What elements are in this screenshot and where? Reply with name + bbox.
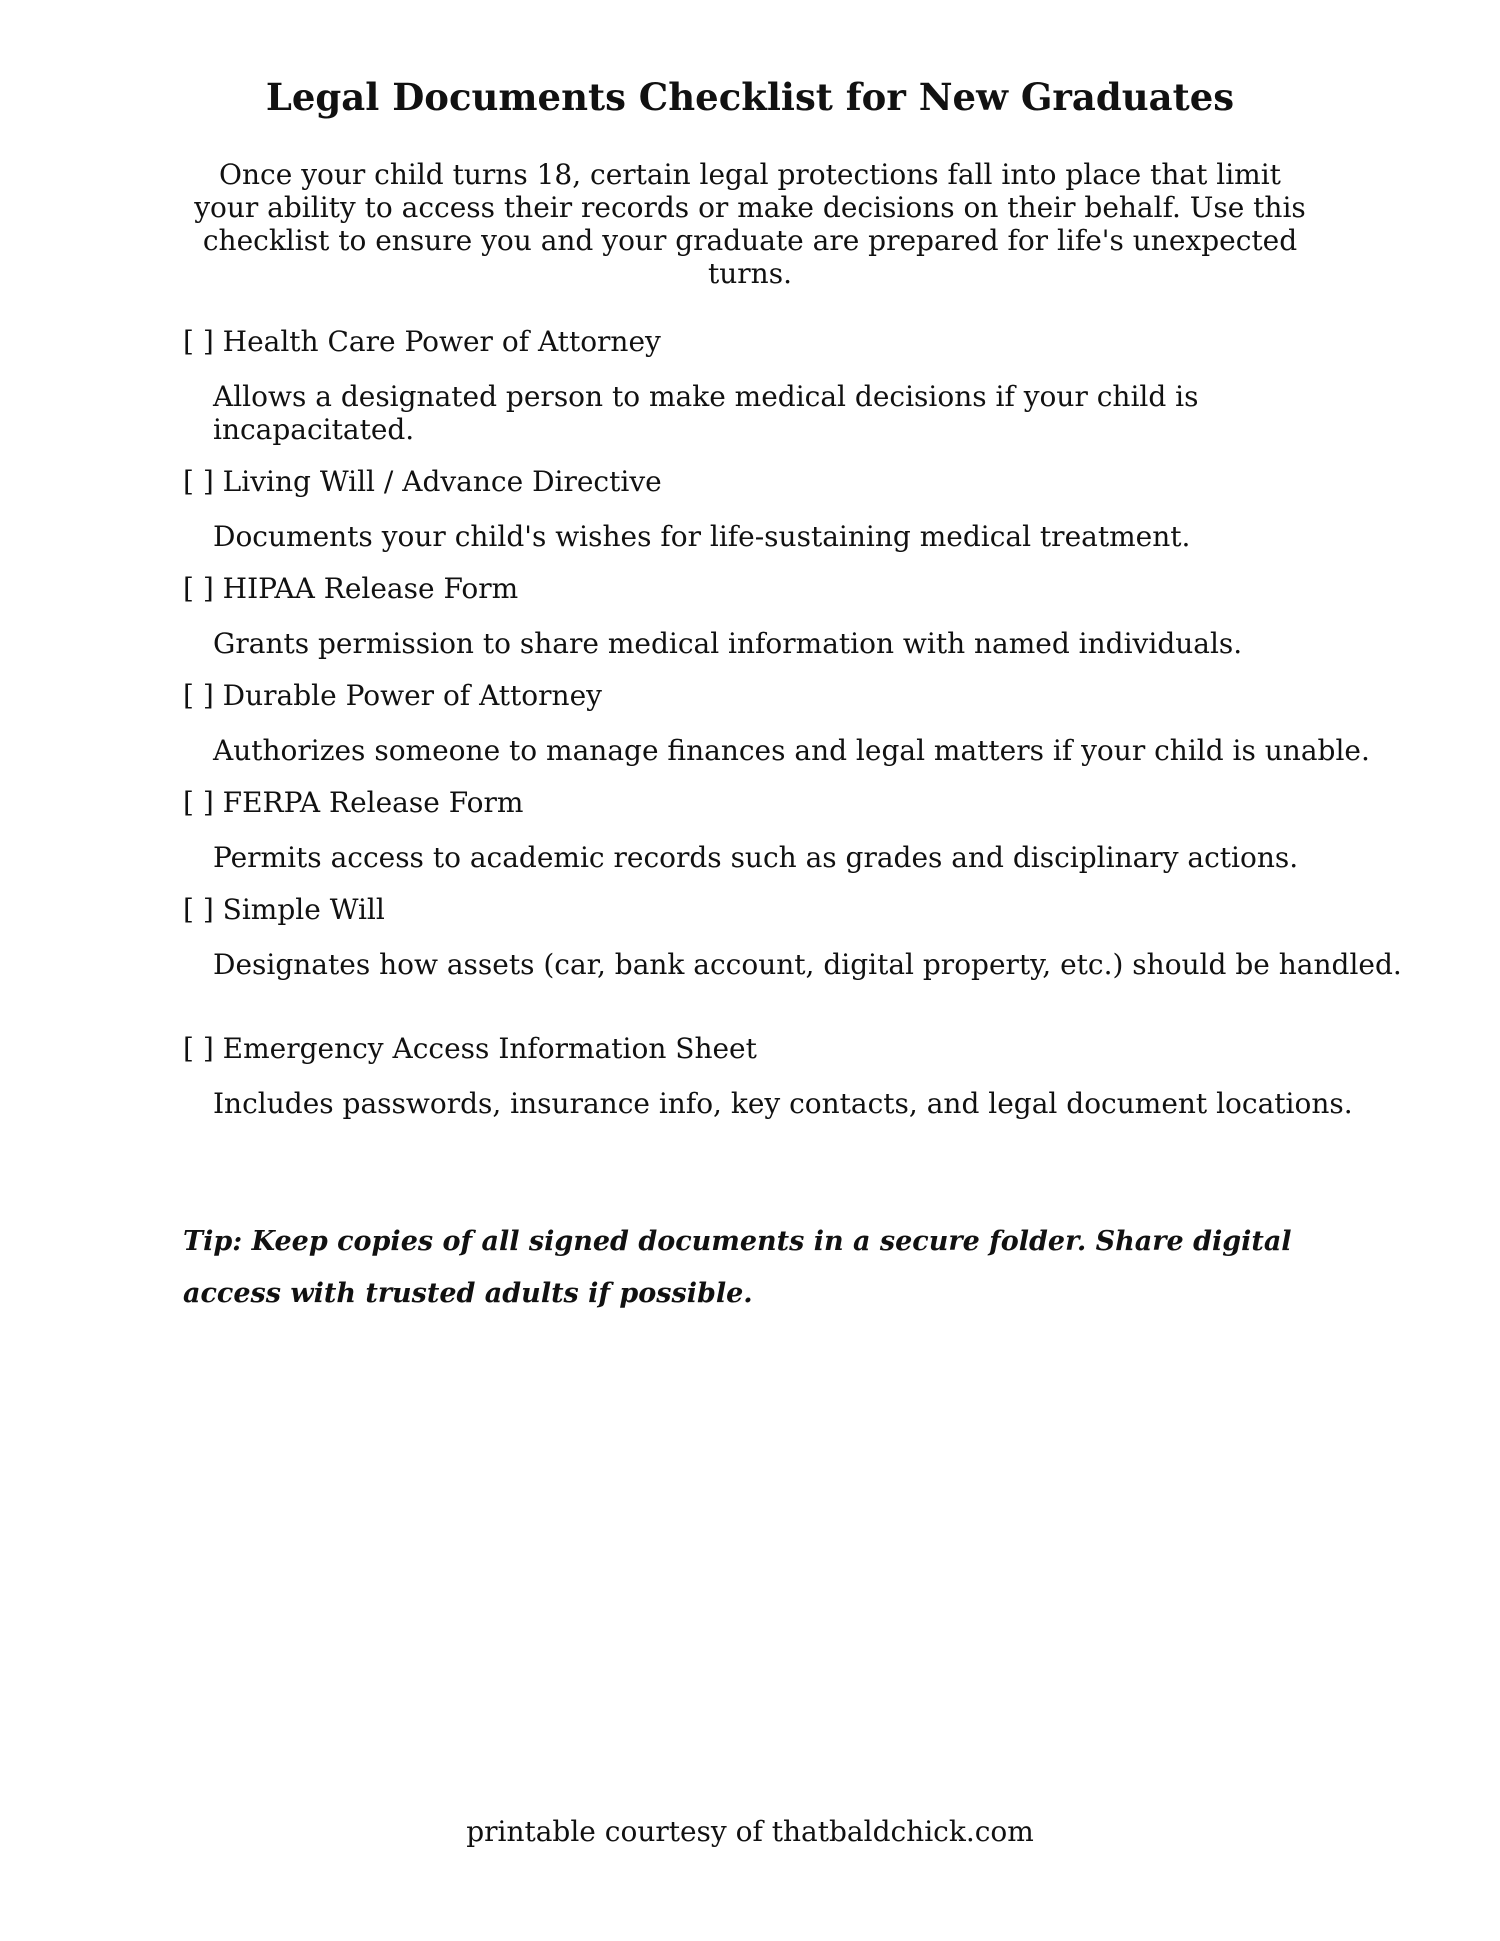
checkbox-marker: [ ] [183,893,214,926]
checklist-item-title: FERPA Release Form [222,786,524,819]
checklist-item-header [183,1029,1363,1069]
checklist-item [183,676,1370,767]
checkbox-marker: [ ] [183,572,214,605]
checklist-item-title: Health Care Power of Attorney [222,325,661,358]
checklist-item-description: Grants permission to share medical information with named individuals. [213,627,1243,660]
intro-paragraph: Once your child turns 18, certain legal protections fall into place that limit your ability to access their records or make decisions on their behalf. Use this checklist to ensure you and your graduate are prepared for life's unexpected turns. [194,158,1306,290]
checklist-item-title: Living Will / Advance Directive [222,465,662,498]
checkbox-marker: [ ] [183,325,214,358]
checklist-item-title: Durable Power of Attorney [222,679,602,712]
checklist-item-title: Simple Will [222,893,385,926]
checklist-item [183,783,1363,874]
checklist-item-header [183,569,1363,609]
checklist-item-description: Includes passwords, insurance info, key contacts, and legal document locations. [213,1087,1353,1120]
page-title: Legal Documents Checklist for New Graduates [265,75,1235,119]
checklist-item-title: HIPAA Release Form [222,572,519,605]
checklist-item-description: Documents your child's wishes for life-sustaining medical treatment. [213,520,1191,553]
checklist-item [183,1029,1363,1120]
checklist-item-header [183,462,1363,502]
checklist-item-description: Allows a designated person to make medical decisions if your child is incapacitated. [213,380,1199,446]
tip-note: Tip: Keep copies of all signed documents in a secure folder. Share digital access with trusted adults if possible. [183,1226,1292,1309]
checklist [183,322,1402,1120]
checklist-item [183,569,1363,660]
checklist-item [183,462,1363,553]
checklist-item-header [183,322,1363,362]
checkbox-marker: [ ] [183,465,214,498]
checklist-item-description: Authorizes someone to manage finances and legal matters if your child is unable. [213,734,1370,767]
checklist-item-description: Designates how assets (car, bank account, digital property, etc.) should be handled. [213,948,1402,981]
checklist-item-description: Permits access to academic records such as grades and disciplinary actions. [213,841,1299,874]
checklist-item-header [183,676,1363,716]
checkbox-marker: [ ] [183,679,214,712]
checkbox-marker: [ ] [183,1032,214,1065]
checklist-item [183,890,1402,981]
footer-credit: printable courtesy of thatbaldchick.com [466,1815,1034,1848]
checklist-item-header [183,783,1363,823]
checklist-item-header [183,890,1363,930]
checkbox-marker: [ ] [183,786,214,819]
checklist-item-title: Emergency Access Information Sheet [222,1032,757,1065]
checklist-item [183,322,1363,446]
